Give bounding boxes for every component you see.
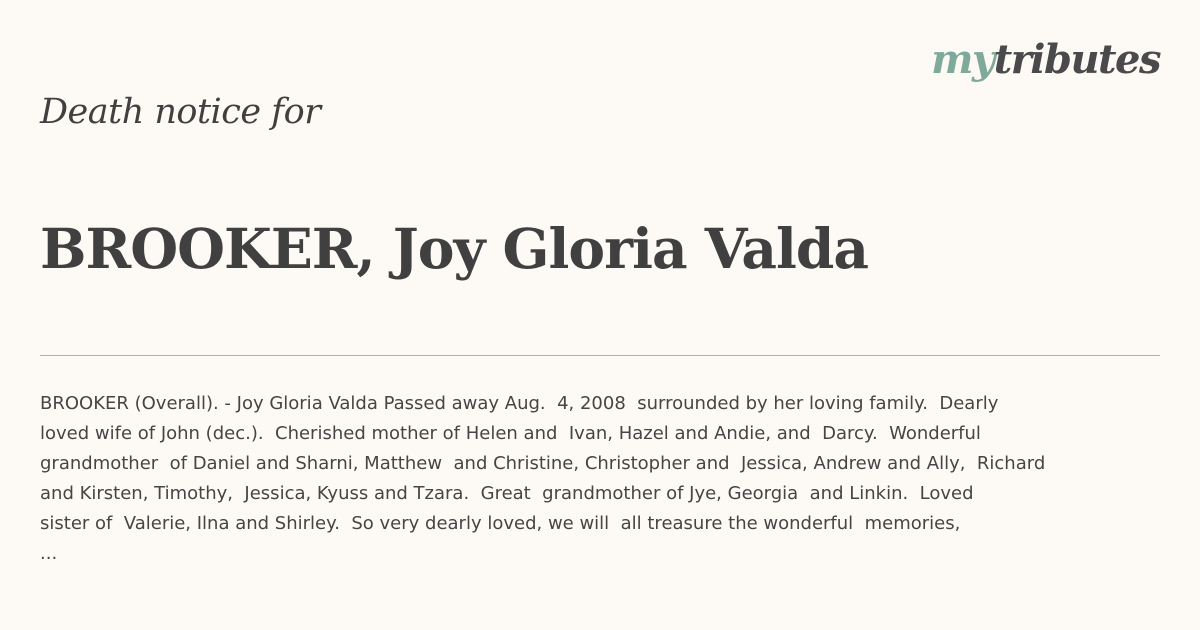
logo-my: my [931, 36, 994, 83]
deceased-name: BROOKER, Joy Gloria Valda [40, 216, 869, 281]
notice-text [40, 389, 1160, 569]
notice-line: loved wife of John (dec.). Cherished mother of Helen and Ivan, Hazel and Andie, and Darcy. Wonderful [40, 423, 981, 444]
notice-ellipsis: ... [40, 543, 58, 564]
mytributes-logo[interactable] [931, 34, 1160, 86]
logo-tributes: tributes [993, 36, 1160, 83]
divider [40, 355, 1160, 356]
notice-line: BROOKER (Overall). - Joy Gloria Valda Passed away Aug. 4, 2008 surrounded by her loving family. Dearly [40, 393, 999, 414]
notice-line: grandmother of Daniel and Sharni, Matthew and Christine, Christopher and Jessica, Andrew and Ally, Richard [40, 453, 1046, 474]
notice-line: and Kirsten, Timothy, Jessica, Kyuss and Tzara. Great grandmother of Jye, Georgia and Linkin. Loved [40, 483, 974, 504]
notice-line: sister of Valerie, Ilna and Shirley. So very dearly loved, we will all treasure the wonderful memories, [40, 513, 961, 534]
death-notice-heading: Death notice for [40, 92, 321, 132]
